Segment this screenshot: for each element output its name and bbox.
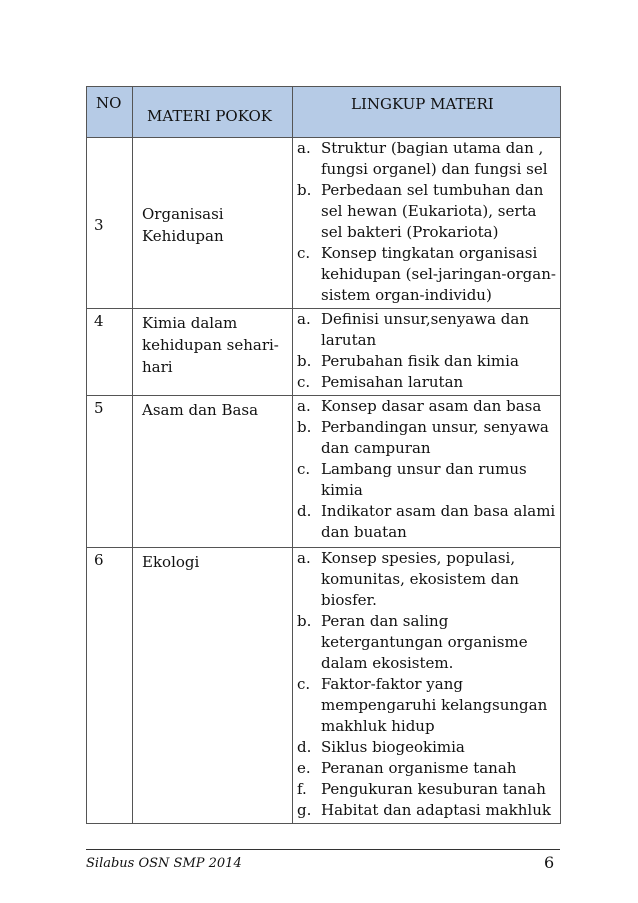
row-materi-pokok: Asam dan Basa bbox=[133, 396, 293, 548]
row-materi-pokok: Kimia dalam kehidupan sehari-hari bbox=[133, 309, 293, 396]
list-item bbox=[297, 800, 556, 821]
list-item-text: Indikator asam dan basa alami dan buatan bbox=[321, 502, 556, 541]
list-item-marker: d. bbox=[297, 502, 312, 520]
list-item-marker: g. bbox=[297, 801, 312, 819]
list-item-marker: a. bbox=[297, 397, 311, 415]
syllabus-table bbox=[86, 86, 561, 824]
list-item-marker: a. bbox=[297, 549, 311, 567]
list-item-marker: b. bbox=[297, 418, 312, 436]
list-item-text: Perbedaan sel tumbuhan dan sel hewan (Eukariota), serta sel bakteri (Prokariota) bbox=[321, 181, 544, 241]
list-item-text: Peran dan saling ketergantungan organisme dalam ekosistem. bbox=[321, 612, 528, 672]
list-item-text: Siklus biogeokimia bbox=[321, 738, 465, 756]
footer-title: Silabus OSN SMP 2014 bbox=[86, 856, 242, 871]
header-cell-no bbox=[87, 87, 133, 138]
table-header bbox=[87, 87, 561, 138]
list-item bbox=[297, 674, 556, 737]
list-item-text: Pengukuran kesuburan tanah bbox=[321, 780, 546, 798]
scope-list bbox=[297, 309, 556, 393]
row-lingkup-materi bbox=[293, 309, 561, 396]
list-item bbox=[297, 459, 556, 501]
row-number: 5 bbox=[87, 396, 133, 548]
list-item-text: Struktur (bagian utama dan , fungsi organel) dan fungsi sel bbox=[321, 139, 548, 178]
list-item-marker: c. bbox=[297, 244, 311, 262]
list-item-marker: c. bbox=[297, 373, 311, 391]
row-lingkup-materi bbox=[293, 138, 561, 309]
list-item-text: Konsep dasar asam dan basa bbox=[321, 397, 542, 415]
list-item bbox=[297, 396, 556, 417]
list-item-marker: e. bbox=[297, 759, 311, 777]
list-item-text: Perubahan fisik dan kimia bbox=[321, 352, 519, 370]
list-item-text: Definisi unsur,senyawa dan larutan bbox=[321, 310, 530, 349]
list-item-text: Habitat dan adaptasi makhluk bbox=[321, 801, 551, 819]
list-item bbox=[297, 758, 556, 779]
table-row bbox=[87, 309, 561, 396]
header-lingkup-label: LINGKUP MATERI bbox=[351, 95, 494, 113]
row-materi-pokok: Ekologi bbox=[133, 548, 293, 824]
list-item-text: Konsep tingkatan organisasi kehidupan (sel-jaringan-organ-sistem organ-individu) bbox=[321, 244, 556, 304]
list-item bbox=[297, 611, 556, 674]
scope-list bbox=[297, 396, 556, 543]
list-item bbox=[297, 243, 556, 306]
scope-list bbox=[297, 138, 556, 306]
table-row bbox=[87, 548, 561, 824]
header-materi-label: MATERI POKOK bbox=[147, 107, 273, 125]
list-item bbox=[297, 180, 556, 243]
list-item bbox=[297, 138, 556, 180]
row-number: 3 bbox=[87, 138, 133, 309]
list-item-text: Pemisahan larutan bbox=[321, 373, 464, 391]
list-item bbox=[297, 779, 556, 800]
scope-list bbox=[297, 548, 556, 821]
list-item bbox=[297, 501, 556, 543]
list-item bbox=[297, 372, 556, 393]
row-lingkup-materi bbox=[293, 396, 561, 548]
list-item-text: Lambang unsur dan rumus kimia bbox=[321, 460, 527, 499]
header-cell-materi bbox=[133, 87, 293, 138]
list-item-marker: b. bbox=[297, 352, 312, 370]
list-item bbox=[297, 309, 556, 351]
list-item-marker: b. bbox=[297, 612, 312, 630]
list-item-text: Perbandingan unsur, senyawa dan campuran bbox=[321, 418, 549, 457]
footer-divider bbox=[86, 849, 560, 850]
header-no-label: NO bbox=[96, 94, 122, 112]
list-item-text: Konsep spesies, populasi, komunitas, ekosistem dan biosfer. bbox=[321, 549, 519, 609]
table-body bbox=[87, 138, 561, 824]
list-item-marker: f. bbox=[297, 780, 307, 798]
list-item-marker: c. bbox=[297, 675, 311, 693]
header-row bbox=[87, 87, 561, 138]
list-item-marker: a. bbox=[297, 310, 311, 328]
list-item bbox=[297, 351, 556, 372]
page-number: 6 bbox=[544, 853, 555, 872]
list-item bbox=[297, 417, 556, 459]
list-item-marker: b. bbox=[297, 181, 312, 199]
row-materi-pokok: Organisasi Kehidupan bbox=[133, 138, 293, 309]
row-number: 4 bbox=[87, 309, 133, 396]
list-item bbox=[297, 737, 556, 758]
list-item-marker: a. bbox=[297, 139, 311, 157]
row-lingkup-materi bbox=[293, 548, 561, 824]
list-item-text: Peranan organisme tanah bbox=[321, 759, 517, 777]
list-item-marker: c. bbox=[297, 460, 311, 478]
list-item-marker: d. bbox=[297, 738, 312, 756]
table-row bbox=[87, 138, 561, 309]
table-row bbox=[87, 396, 561, 548]
row-number: 6 bbox=[87, 548, 133, 824]
list-item bbox=[297, 548, 556, 611]
header-cell-lingkup bbox=[293, 87, 561, 138]
list-item-text: Faktor-faktor yang mempengaruhi kelangsungan makhluk hidup bbox=[321, 675, 548, 735]
